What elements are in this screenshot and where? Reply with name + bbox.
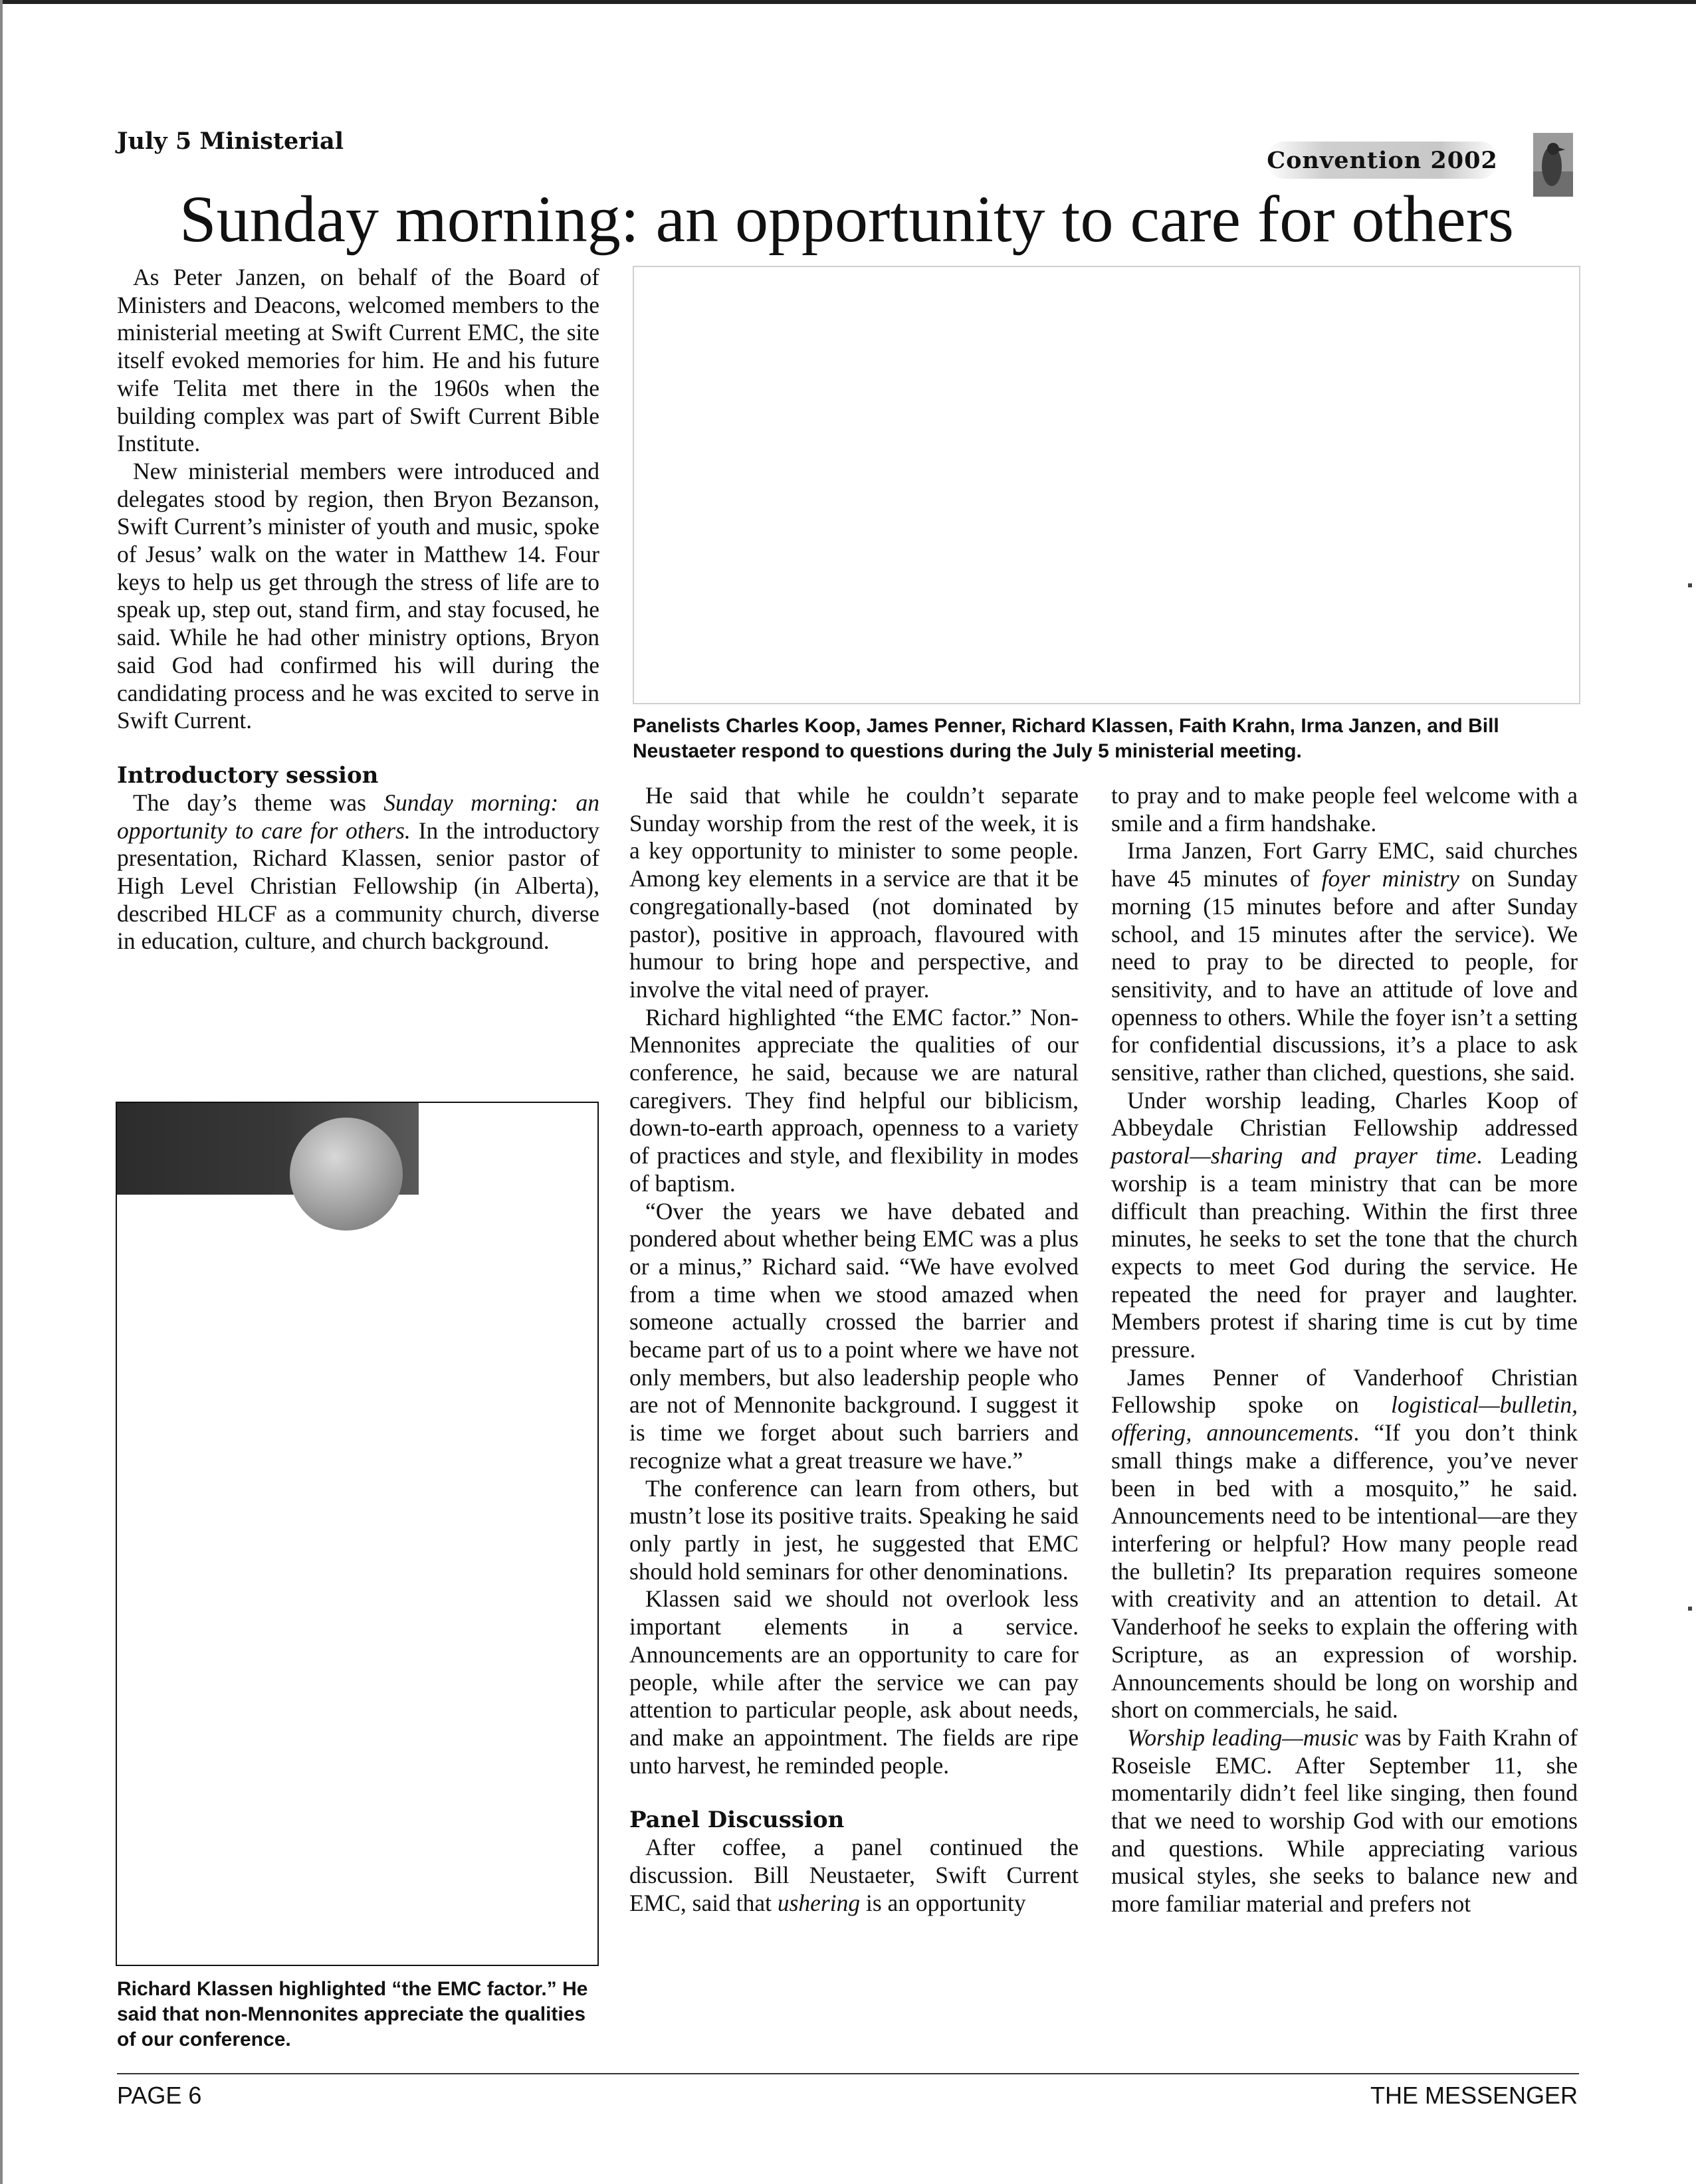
section-label: July 5 Ministerial [117, 128, 344, 155]
paragraph: The day’s theme was Sunday morning: an opportunity to care for others. In the introductory presentation, Richard Klassen, senior pastor of High Level Christian Fellowship (in Alberta), described HLCF as a community church, diverse in education, culture, and church background. [117, 789, 599, 955]
paragraph: James Penner of Vanderhoof Christian Fellowship spoke on logistical—bulletin, offering, announcements. “If you don’t think small things make a difference, you’ve never been in bed with a mosquito,” he said. Announcements need to be intentional—are they interfering or helpful? How many people read the bulletin? Its preparation requires someone with creativity and an attention to detail. At Vanderhoof he seeks to explain the offering with Scripture, as an expression of worship. Announcements should be long on worship and short on commercials, he said. [1111, 1363, 1578, 1724]
column-1 [117, 264, 599, 955]
paragraph: to pray and to make people feel welcome with a smile and a firm handshake. [1111, 782, 1578, 837]
bird-icon [1532, 132, 1574, 198]
publication-name: THE MESSENGER [1370, 2082, 1578, 2109]
headline: Sunday morning: an opportunity to care for others [179, 182, 1514, 256]
richard-klassen-photo [116, 1102, 599, 1966]
paragraph: As Peter Janzen, on behalf of the Board of Ministers and Deacons, welcomed members to the ministerial meeting at Swift Current EMC, the site itself evoked memories for him. He and his future wife Telita met there in the 1960s when the building complex was part of Swift Current Bible Institute. [117, 264, 599, 457]
footer-rule [117, 2073, 1579, 2074]
panelists-photo [633, 266, 1580, 704]
convention-badge [1266, 142, 1499, 179]
scan-edge-top [0, 0, 1696, 4]
paragraph: He said that while he couldn’t separate Sunday worship from the rest of the week, it is a key opportunity to minister to some people. Among key elements in a service are that it be congregationally-based (not dominated by pastor), positive in approach, flavoured with humour to bring hope and perspective, and involve the vital need of prayer. [629, 782, 1079, 1003]
scan-speck [1688, 1607, 1692, 1611]
paragraph: Under worship leading, Charles Koop of Abbeydale Christian Fellowship addressed pastoral—sharing and prayer time. Leading worship is a team ministry that can be more difficult than preaching. Within the first three minutes, he seeks to set the tone that the church expects to meet God during the service. He repeated the need for prayer and laughter. Members protest if sharing time is cut by time pressure. [1111, 1086, 1578, 1363]
paragraph: Richard highlighted “the EMC factor.” Non-Mennonites appreciate the qualities of our conference, he said, because we are natural caregivers. They find helpful our biblicism, down-to-earth approach, openness to a variety of practices and style, and flexibility in modes of baptism. [629, 1003, 1079, 1197]
page-number: PAGE 6 [117, 2082, 202, 2109]
portrait-figure [290, 1118, 403, 1231]
paragraph: “Over the years we have debated and pondered about whether being EMC was a plus or a minus,” Richard said. “We have evolved from a time when we stood amazed when someone actually crossed the barrier and became part of us to a point where we have not only members, but also leadership people who are not of Mennonite background. I suggest it is time we forget about such barriers and recognize what a great treasure we have.” [629, 1197, 1079, 1474]
paragraph: The conference can learn from others, but mustn’t lose its positive traits. Speaking he said only partly in jest, he suggested that EMC should hold seminars for other denominations. [629, 1474, 1079, 1585]
paragraph: After coffee, a panel continued the discussion. Bill Neustaeter, Swift Current EMC, said that ushering is an opportunity [629, 1834, 1079, 1916]
scan-edge-left [0, 0, 3, 2184]
subheading-introductory-session: Introductory session [117, 761, 379, 789]
photo-caption-klassen: Richard Klassen highlighted “the EMC factor.” He said that non-Mennonites appreciate the qualities of our conference. [117, 1978, 588, 2050]
convention-label: Convention 2002 [1267, 146, 1498, 174]
column-2 [629, 782, 1079, 1917]
paragraph: Klassen said we should not overlook less important elements in a service. Announcements are an opportunity to care for people, while after the service we can pay attention to particular people, ask about needs, and make an appointment. The fields are ripe unto harvest, he reminded people. [629, 1585, 1079, 1779]
scan-speck [1688, 583, 1692, 587]
paragraph: New ministerial members were introduced and delegates stood by region, then Bryon Bezanson, Swift Current’s minister of youth and music, spoke of Jesus’ walk on the water in Matthew 14. Four keys to help us get through the stress of life are to speak up, step out, stand firm, and stay focused, he said. While he had other ministry options, Bryon said God had confirmed his will during the candidating process and he was excited to serve in Swift Current. [117, 457, 599, 734]
subheading-panel-discussion: Panel Discussion [629, 1807, 845, 1834]
photo-caption-panelists: Panelists Charles Koop, James Penner, Richard Klassen, Faith Krahn, Irma Janzen, and Bill Neustaeter respond to questions during the July 5 ministerial meeting. [633, 715, 1499, 762]
column-3 [1111, 782, 1578, 1918]
paragraph: Worship leading—music was by Faith Krahn of Roseisle EMC. After September 11, she momentarily didn’t feel like singing, then found that we need to worship God with our emotions and questions. While appreciating various musical styles, she seeks to balance new and more familiar material and prefers not [1111, 1724, 1578, 1918]
paragraph: Irma Janzen, Fort Garry EMC, said churches have 45 minutes of foyer ministry on Sunday morning (15 minutes before and after Sunday school, and 15 minutes after the service). We need to pray to be directed to people, for sensitivity, and to have an attitude of love and openness to others. While the foyer isn’t a setting for confidential discussions, it’s a place to ask sensitive, rather than cliched, questions, she said. [1111, 837, 1578, 1086]
